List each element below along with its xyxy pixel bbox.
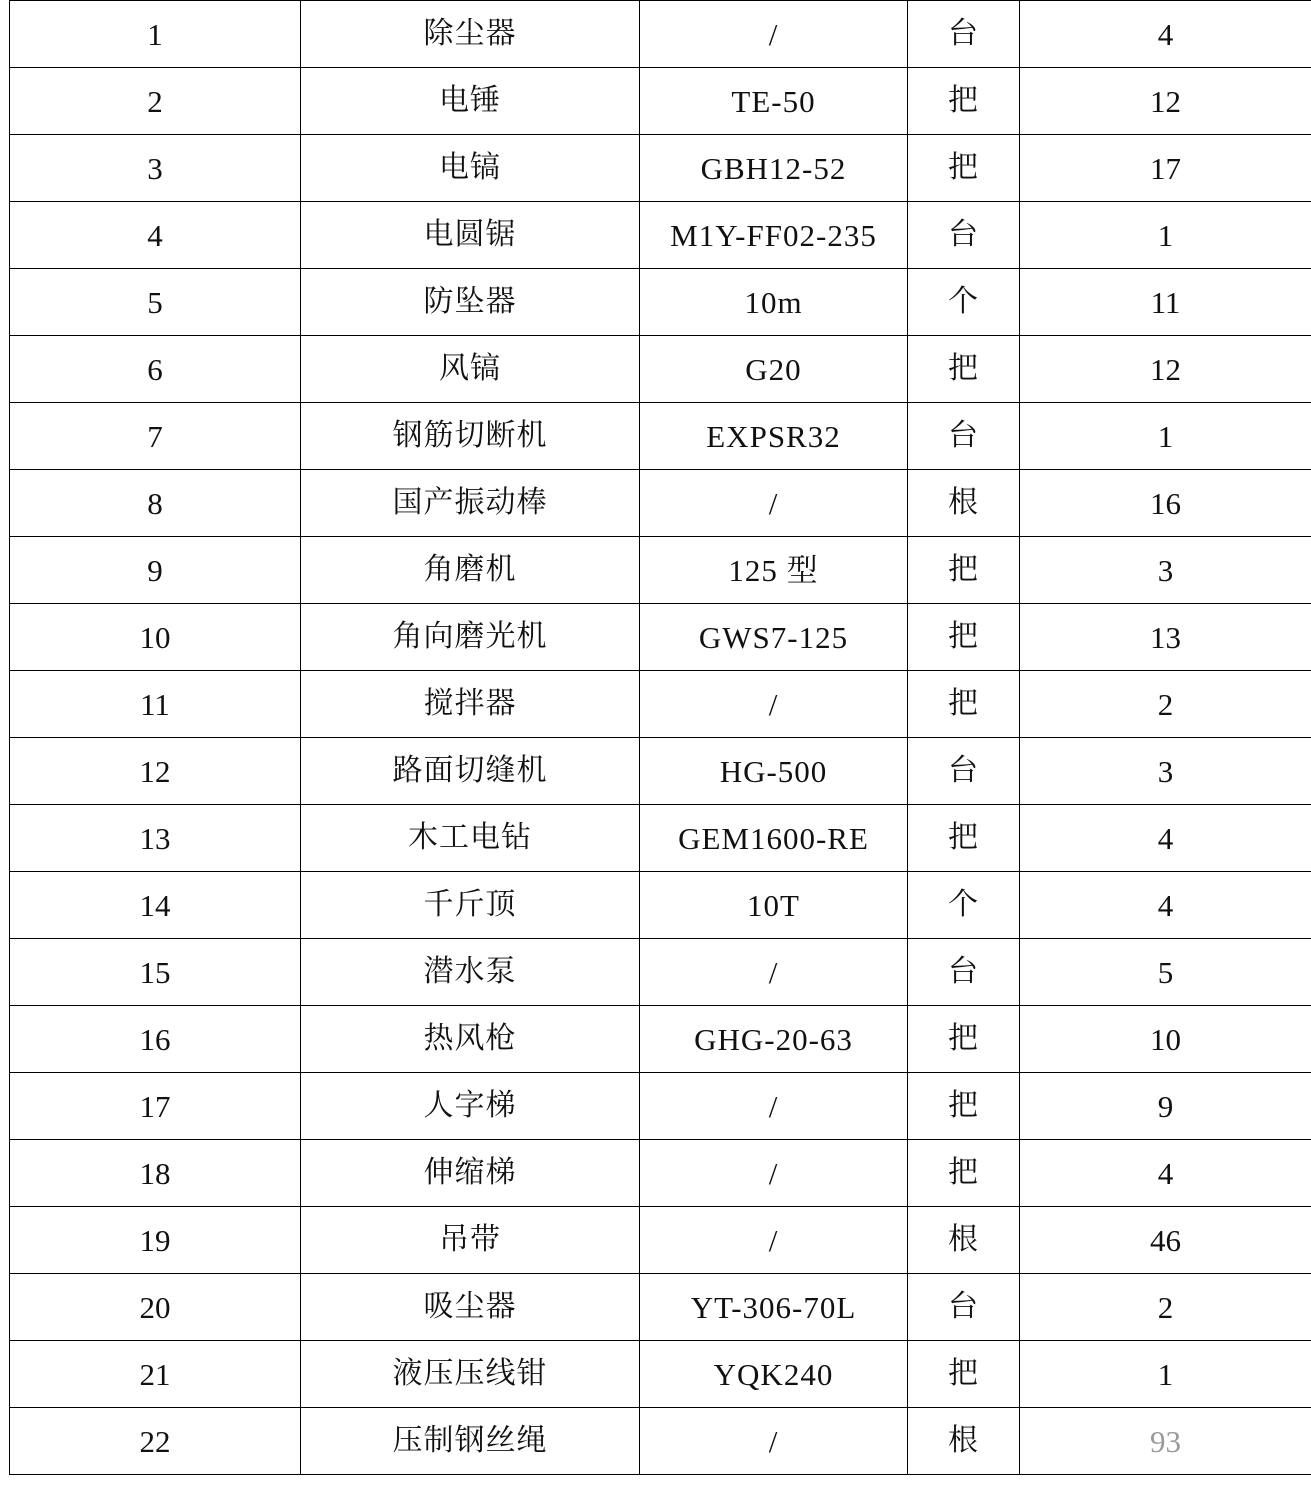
unit-cell: 把: [908, 1006, 1020, 1073]
equipment-name-cell: 液压压线钳: [301, 1341, 640, 1408]
equipment-name-cell: 人字梯: [301, 1073, 640, 1140]
unit-cell: 把: [908, 671, 1020, 738]
row-number-cell: 7: [10, 403, 301, 470]
table-row: [10, 738, 1311, 805]
quantity-cell: 3: [1020, 738, 1311, 805]
model-cell: GBH12-52: [640, 135, 908, 202]
table-row: [10, 604, 1311, 671]
model-cell: /: [640, 1207, 908, 1274]
quantity-cell: 4: [1020, 1, 1311, 68]
model-cell: TE-50: [640, 68, 908, 135]
quantity-cell: 16: [1020, 470, 1311, 537]
equipment-name-cell: 搅拌器: [301, 671, 640, 738]
row-number-cell: 17: [10, 1073, 301, 1140]
model-cell: YT-306-70L: [640, 1274, 908, 1341]
row-number-cell: 1: [10, 1, 301, 68]
model-cell: GEM1600-RE: [640, 805, 908, 872]
table-row: [10, 1140, 1311, 1207]
table-row: [10, 1274, 1311, 1341]
model-cell: 125 型: [640, 537, 908, 604]
row-number-cell: 22: [10, 1408, 301, 1475]
quantity-cell: 1: [1020, 1341, 1311, 1408]
unit-cell: 台: [908, 202, 1020, 269]
quantity-cell: 12: [1020, 336, 1311, 403]
model-cell: G20: [640, 336, 908, 403]
unit-cell: 台: [908, 403, 1020, 470]
quantity-cell: 12: [1020, 68, 1311, 135]
unit-cell: 把: [908, 135, 1020, 202]
row-number-cell: 6: [10, 336, 301, 403]
model-cell: EXPSR32: [640, 403, 908, 470]
equipment-name-cell: 风镐: [301, 336, 640, 403]
quantity-cell: 1: [1020, 202, 1311, 269]
equipment-name-cell: 电圆锯: [301, 202, 640, 269]
table-body: [10, 1, 1311, 1475]
table-row: [10, 336, 1311, 403]
table-row: [10, 872, 1311, 939]
row-number-cell: 9: [10, 537, 301, 604]
quantity-cell: 9: [1020, 1073, 1311, 1140]
unit-cell: 根: [908, 470, 1020, 537]
table-row: [10, 671, 1311, 738]
table-row: [10, 202, 1311, 269]
model-cell: GWS7-125: [640, 604, 908, 671]
model-cell: YQK240: [640, 1341, 908, 1408]
table-row: [10, 805, 1311, 872]
model-cell: /: [640, 671, 908, 738]
row-number-cell: 5: [10, 269, 301, 336]
model-cell: /: [640, 470, 908, 537]
unit-cell: 台: [908, 1, 1020, 68]
quantity-cell: 4: [1020, 805, 1311, 872]
quantity-cell: 5: [1020, 939, 1311, 1006]
unit-cell: 把: [908, 336, 1020, 403]
unit-cell: 把: [908, 1140, 1020, 1207]
row-number-cell: 10: [10, 604, 301, 671]
table-row: [10, 470, 1311, 537]
table-row: [10, 1408, 1311, 1475]
unit-cell: 台: [908, 738, 1020, 805]
quantity-cell: 2: [1020, 671, 1311, 738]
table-row: [10, 939, 1311, 1006]
unit-cell: 个: [908, 269, 1020, 336]
row-number-cell: 11: [10, 671, 301, 738]
table-row: [10, 1207, 1311, 1274]
row-number-cell: 14: [10, 872, 301, 939]
unit-cell: 台: [908, 1274, 1020, 1341]
row-number-cell: 21: [10, 1341, 301, 1408]
equipment-name-cell: 千斤顶: [301, 872, 640, 939]
quantity-cell: 2: [1020, 1274, 1311, 1341]
unit-cell: 根: [908, 1408, 1020, 1475]
row-number-cell: 12: [10, 738, 301, 805]
unit-cell: 台: [908, 939, 1020, 1006]
quantity-cell: 4: [1020, 872, 1311, 939]
quantity-cell: 11: [1020, 269, 1311, 336]
unit-cell: 把: [908, 604, 1020, 671]
quantity-cell: 46: [1020, 1207, 1311, 1274]
row-number-cell: 4: [10, 202, 301, 269]
equipment-name-cell: 路面切缝机: [301, 738, 640, 805]
quantity-cell: 13: [1020, 604, 1311, 671]
equipment-name-cell: 防坠器: [301, 269, 640, 336]
model-cell: M1Y-FF02-235: [640, 202, 908, 269]
table-row: [10, 135, 1311, 202]
model-cell: /: [640, 1073, 908, 1140]
row-number-cell: 15: [10, 939, 301, 1006]
quantity-cell: 3: [1020, 537, 1311, 604]
quantity-cell: 4: [1020, 1140, 1311, 1207]
equipment-name-cell: 吸尘器: [301, 1274, 640, 1341]
model-cell: 10m: [640, 269, 908, 336]
row-number-cell: 19: [10, 1207, 301, 1274]
quantity-cell: 1: [1020, 403, 1311, 470]
unit-cell: 把: [908, 537, 1020, 604]
equipment-name-cell: 角磨机: [301, 537, 640, 604]
unit-cell: 根: [908, 1207, 1020, 1274]
table-row: [10, 269, 1311, 336]
equipment-name-cell: 角向磨光机: [301, 604, 640, 671]
quantity-cell: 17: [1020, 135, 1311, 202]
table-row: [10, 1341, 1311, 1408]
equipment-name-cell: 潜水泵: [301, 939, 640, 1006]
model-cell: /: [640, 939, 908, 1006]
unit-cell: 把: [908, 1341, 1020, 1408]
table-row: [10, 1006, 1311, 1073]
model-cell: 10T: [640, 872, 908, 939]
equipment-name-cell: 压制钢丝绳: [301, 1408, 640, 1475]
equipment-name-cell: 木工电钻: [301, 805, 640, 872]
model-cell: HG-500: [640, 738, 908, 805]
row-number-cell: 8: [10, 470, 301, 537]
row-number-cell: 2: [10, 68, 301, 135]
quantity-cell: 93: [1020, 1408, 1311, 1475]
unit-cell: 把: [908, 68, 1020, 135]
equipment-name-cell: 伸缩梯: [301, 1140, 640, 1207]
unit-cell: 把: [908, 805, 1020, 872]
table-row: [10, 537, 1311, 604]
table-row: [10, 1, 1311, 68]
row-number-cell: 20: [10, 1274, 301, 1341]
model-cell: /: [640, 1140, 908, 1207]
equipment-name-cell: 电镐: [301, 135, 640, 202]
table-row: [10, 1073, 1311, 1140]
equipment-name-cell: 钢筋切断机: [301, 403, 640, 470]
unit-cell: 个: [908, 872, 1020, 939]
unit-cell: 把: [908, 1073, 1020, 1140]
equipment-name-cell: 国产振动棒: [301, 470, 640, 537]
model-cell: /: [640, 1, 908, 68]
table-row: [10, 403, 1311, 470]
row-number-cell: 3: [10, 135, 301, 202]
row-number-cell: 18: [10, 1140, 301, 1207]
equipment-name-cell: 电锤: [301, 68, 640, 135]
quantity-cell: 10: [1020, 1006, 1311, 1073]
model-cell: /: [640, 1408, 908, 1475]
equipment-name-cell: 除尘器: [301, 1, 640, 68]
table-row: [10, 68, 1311, 135]
equipment-table: [9, 0, 1311, 1475]
equipment-name-cell: 热风枪: [301, 1006, 640, 1073]
model-cell: GHG-20-63: [640, 1006, 908, 1073]
equipment-name-cell: 吊带: [301, 1207, 640, 1274]
row-number-cell: 13: [10, 805, 301, 872]
row-number-cell: 16: [10, 1006, 301, 1073]
